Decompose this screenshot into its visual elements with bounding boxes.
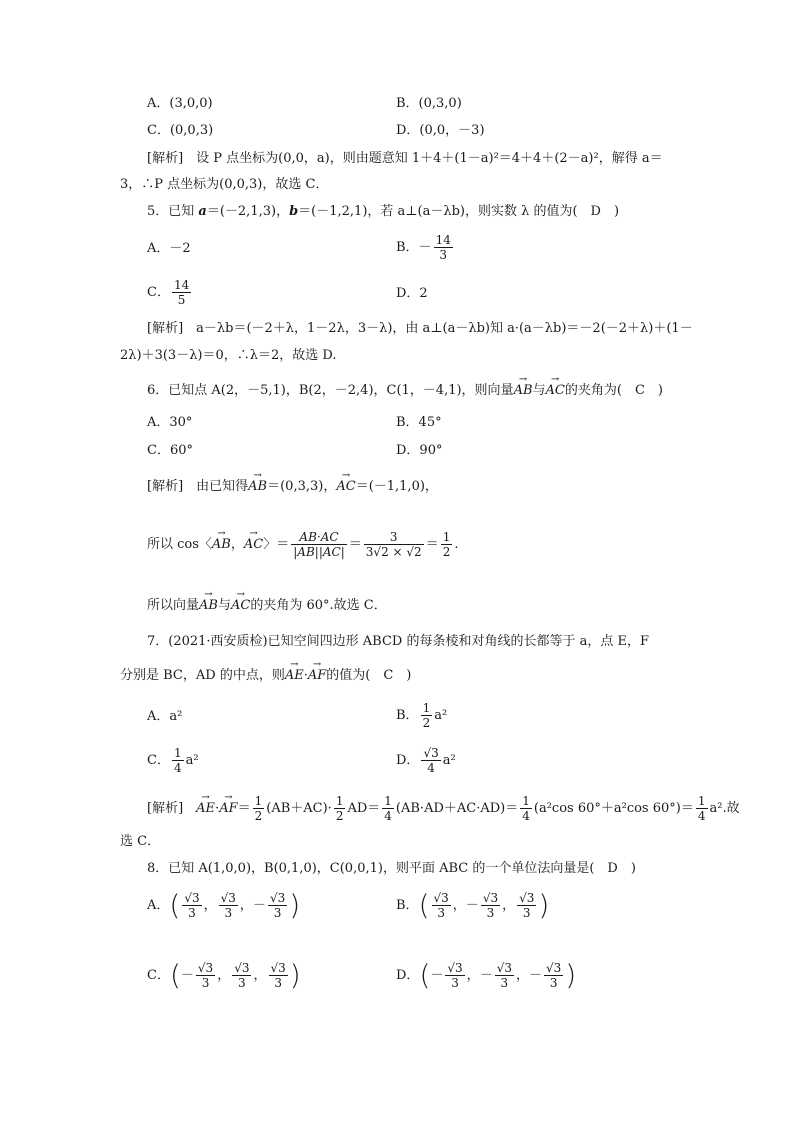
q6-analysis-pre: [解析] 由已知得 [147, 479, 249, 494]
option-fraction [219, 891, 238, 920]
fraction-denominator: 4 [522, 809, 530, 823]
left-paren: ( [419, 958, 431, 992]
minus-sign: － [430, 968, 444, 983]
fraction-denominator: 3 [500, 976, 509, 990]
q5-option-b [396, 233, 455, 262]
q4-option-a: A．(3,0,0) [147, 96, 213, 111]
fraction-denominator: 3 [522, 906, 531, 920]
right-paren: ) [565, 958, 577, 992]
q6-analysis-mid: ＝(0,3,3)， [267, 479, 337, 494]
minus-sign: － [529, 968, 543, 983]
fraction-denominator: 3 [188, 906, 196, 920]
q8-option-a [147, 886, 300, 926]
minus-sign: － [252, 898, 266, 913]
fraction-denominator: 3 [549, 976, 558, 990]
cos-fraction-2 [364, 530, 424, 559]
vector-ac: → AC [336, 478, 355, 496]
cos-tail: . [454, 537, 459, 552]
fraction-denominator: 4 [173, 761, 182, 775]
option-label: C． [147, 753, 170, 768]
option-tail: a² [434, 708, 448, 723]
fraction-denominator: |AB||AC| [293, 545, 345, 559]
cos-fraction [291, 530, 347, 559]
q6-stem-end: 的夹角为( C ) [564, 383, 663, 398]
comma: ， [239, 898, 253, 913]
q5-option-d: D．2 [396, 286, 428, 301]
option-label: D． [396, 968, 420, 983]
fraction-numerator: 1 [442, 530, 451, 544]
option-fraction [232, 961, 251, 990]
left-paren: ( [169, 888, 181, 922]
q7-stem-line-2 [120, 667, 411, 685]
q7-stem-line-1: 7．(2021·西安质检)已知空间四边形 ABCD 的每条棱和对角线的长都等于 a，点 E，F [147, 634, 649, 649]
option-label: C． [147, 968, 170, 983]
right-paren: ) [289, 888, 301, 922]
left-paren: ( [169, 958, 181, 992]
q6-conclusion [147, 597, 387, 615]
fraction-denominator: 3 [238, 976, 246, 990]
option-fraction [445, 961, 464, 990]
q7-option-b [396, 701, 447, 730]
cos-separator: ， [230, 537, 244, 552]
option-fraction [268, 891, 287, 920]
option-fraction [269, 961, 288, 990]
analysis-part-2: AD＝ [347, 801, 381, 816]
q5-stem-mid1: ＝(－2,1,3)， [206, 204, 290, 219]
fraction-denominator: 2 [335, 809, 344, 823]
q5-analysis-line-1: [解析] a－λb＝(－2＋λ，1－2λ，3－λ)，由 a⊥(a－λb)知 a·(a－λb)＝－2(－2＋λ)＋(1－ [147, 321, 693, 336]
option-fraction [481, 891, 500, 920]
cos-fraction-3 [441, 530, 453, 559]
q8-stem: 8．已知 A(1,0,0)，B(0,1,0)，C(0,0,1)，则平面 ABC 的一个单位法向量是( D ) [147, 861, 636, 876]
q5-option-c-fraction [172, 278, 191, 307]
fraction-denominator: 2 [422, 716, 431, 730]
quarter-fraction [520, 794, 532, 823]
half-fraction [334, 794, 346, 823]
q5-stem-pre: 5．已知 [147, 204, 199, 219]
fraction-denominator: 4 [697, 809, 706, 823]
minus-sign: － [180, 968, 194, 983]
option-fraction [421, 701, 433, 730]
q7-stem-end: 的值为( C ) [326, 668, 412, 683]
minus-sign: － [479, 968, 493, 983]
q6-stem-with: 与 [532, 383, 546, 398]
fraction-denominator: 3 [201, 976, 210, 990]
half-fraction [253, 794, 265, 823]
analysis-part-1: (AB＋AC)· [266, 801, 332, 816]
q6-option-d: D．90° [396, 443, 443, 458]
fraction-numerator: √3 [482, 891, 499, 905]
q8-option-c [147, 956, 301, 996]
q8-option-b [396, 886, 549, 926]
q5-option-a: A．－2 [147, 241, 191, 256]
vector-af: → AF [219, 792, 237, 826]
q5-option-b-fraction [434, 233, 453, 262]
fraction-denominator: 2 [442, 545, 451, 559]
q7-option-a: A．a² [147, 709, 183, 724]
q5-option-c-label: C． [147, 285, 170, 300]
vector-ae: → AE [196, 792, 215, 826]
q7-stem-pre: 分别是 BC，AD 的中点，则 [120, 668, 285, 683]
q7-analysis-line-2: 选 C． [120, 834, 161, 849]
q6-analysis-end: ＝(－1,1,0)， [355, 479, 438, 494]
option-fraction [544, 961, 563, 990]
option-fraction [182, 891, 201, 920]
fraction-numerator: 3 [364, 530, 424, 545]
fraction-numerator: 1 [697, 794, 706, 808]
option-label: B． [396, 898, 419, 913]
fraction-denominator: 3 [486, 906, 495, 920]
q7-option-d [396, 746, 456, 775]
fraction-denominator: 3 [224, 906, 233, 920]
conclusion-end: 的夹角为 60°.故选 C． [250, 598, 387, 613]
fraction-numerator: √3 [197, 961, 214, 975]
fraction-numerator: √3 [519, 891, 535, 905]
fraction-numerator: 14 [435, 233, 451, 247]
vector-ab: → AB [514, 382, 533, 400]
q6-stem [147, 382, 663, 400]
dot-operator: · [303, 668, 308, 683]
comma: ， [217, 968, 231, 983]
fraction-numerator: 14 [173, 278, 190, 292]
fraction-numerator: AB·AC [291, 530, 347, 545]
q5-option-b-label: B．－ [396, 240, 432, 255]
fraction-numerator: 1 [384, 794, 392, 808]
dot-operator: · [215, 801, 220, 816]
option-fraction [196, 961, 215, 990]
fraction-numerator: √3 [496, 961, 512, 975]
option-tail: a² [185, 753, 199, 768]
q4-option-c: C．(0,0,3) [147, 123, 214, 138]
q4-analysis-line-2: 3，∴P 点坐标为(0,0,3)，故选 C． [120, 177, 329, 192]
vector-ab: → AB [212, 523, 231, 567]
comma: ， [515, 968, 529, 983]
q5-vector-b: b [289, 204, 299, 219]
right-paren: ) [538, 888, 550, 922]
cos-prefix: 所以 cos〈 [147, 537, 212, 552]
comma: ， [452, 898, 466, 913]
q6-analysis-line-1 [147, 478, 438, 496]
analysis-pre: [解析] [147, 801, 197, 816]
fraction-numerator: √3 [433, 891, 449, 905]
comma: ， [203, 898, 217, 913]
cos-equals-3: ＝ [425, 537, 439, 552]
vector-ac: → AC [546, 382, 565, 400]
comma: ， [466, 968, 480, 983]
option-fraction [421, 746, 440, 775]
q4-option-d: D．(0,0，－3) [396, 123, 485, 138]
cos-equals: 〉＝ [263, 537, 290, 552]
option-tail: a² [442, 753, 456, 768]
conclusion-mid: 与 [217, 598, 231, 613]
q7-option-c [147, 746, 199, 775]
quarter-fraction [696, 794, 708, 823]
fraction-denominator: 4 [427, 761, 435, 775]
fraction-denominator: 2 [254, 809, 263, 823]
fraction-denominator: 3 [273, 906, 282, 920]
conclusion-pre: 所以向量 [147, 598, 200, 613]
fraction-numerator: 1 [522, 794, 530, 808]
vector-af: → AF [308, 667, 326, 685]
analysis-part-3: (AB·AD＋AC·AD)＝ [395, 801, 519, 816]
comma: ， [502, 898, 516, 913]
q6-cos-formula [147, 523, 458, 567]
option-fraction [172, 746, 184, 775]
cos-equals-2: ＝ [348, 537, 362, 552]
q5-vector-a: a [198, 204, 207, 219]
q7-analysis-line-1 [147, 792, 740, 826]
equals: ＝ [237, 801, 251, 816]
q6-option-a: A．30° [147, 415, 193, 430]
fraction-denominator: 3 [437, 906, 445, 920]
vector-ab: → AB [248, 478, 267, 496]
fraction-denominator: 3 [274, 976, 282, 990]
vector-ac: → AC [244, 523, 263, 567]
fraction-numerator: 1 [335, 794, 344, 808]
vector-ac: → AC [231, 597, 250, 615]
analysis-part-4: (a²cos 60°＋a²cos 60°)＝ [533, 801, 694, 816]
fraction-numerator: 1 [254, 794, 263, 808]
fraction-numerator: √3 [270, 961, 286, 975]
q6-option-c: C．60° [147, 443, 193, 458]
fraction-denominator: 3 [439, 248, 448, 262]
minus-sign: － [465, 898, 479, 913]
fraction-numerator: √3 [184, 891, 200, 905]
analysis-part-5: a².故 [709, 801, 740, 816]
quarter-fraction [382, 794, 394, 823]
option-label: D． [396, 753, 420, 768]
q5-analysis-line-2: 2λ)＋3(3－λ)＝0，∴λ＝2，故选 D. [120, 348, 337, 363]
fraction-denominator: 4 [384, 809, 392, 823]
fraction-numerator: 1 [422, 701, 431, 715]
q4-option-b: B．(0,3,0) [396, 96, 462, 111]
fraction-numerator: √3 [423, 746, 439, 760]
option-fraction [495, 961, 514, 990]
vector-ab: → AB [199, 597, 218, 615]
q5-option-c [147, 278, 193, 307]
option-label: B． [396, 708, 419, 723]
fraction-numerator: √3 [269, 891, 286, 905]
right-paren: ) [289, 958, 301, 992]
fraction-denominator: 3 [451, 976, 459, 990]
q8-option-d [396, 956, 576, 996]
fraction-numerator: √3 [447, 961, 463, 975]
comma: ， [253, 968, 267, 983]
left-paren: ( [418, 888, 430, 922]
fraction-numerator: √3 [546, 961, 562, 975]
fraction-numerator: √3 [234, 961, 250, 975]
fraction-denominator: 3√2 × √2 [365, 545, 422, 559]
option-label: A． [147, 898, 170, 913]
q4-analysis-line-1: [解析] 设 P 点坐标为(0,0，a)，则由题意知 1＋4＋(1－a)²＝4＋4＋(2－a)²，解得 a＝ [147, 151, 663, 166]
fraction-numerator: √3 [220, 891, 236, 905]
q6-stem-text: 6．已知点 A(2，－5,1)，B(2，－2,4)，C(1，－4,1)，则向量 [147, 383, 514, 398]
q5-stem-mid2: ＝(－1,2,1)，若 a⊥(a－λb)，则实数 λ 的值为( D ) [298, 204, 620, 219]
fraction-numerator: 1 [173, 746, 182, 760]
option-fraction [517, 891, 536, 920]
fraction-denominator: 5 [177, 293, 186, 307]
q5-stem [147, 203, 619, 221]
option-fraction [432, 891, 451, 920]
vector-ae: → AE [285, 667, 304, 685]
q6-option-b: B．45° [396, 415, 442, 430]
